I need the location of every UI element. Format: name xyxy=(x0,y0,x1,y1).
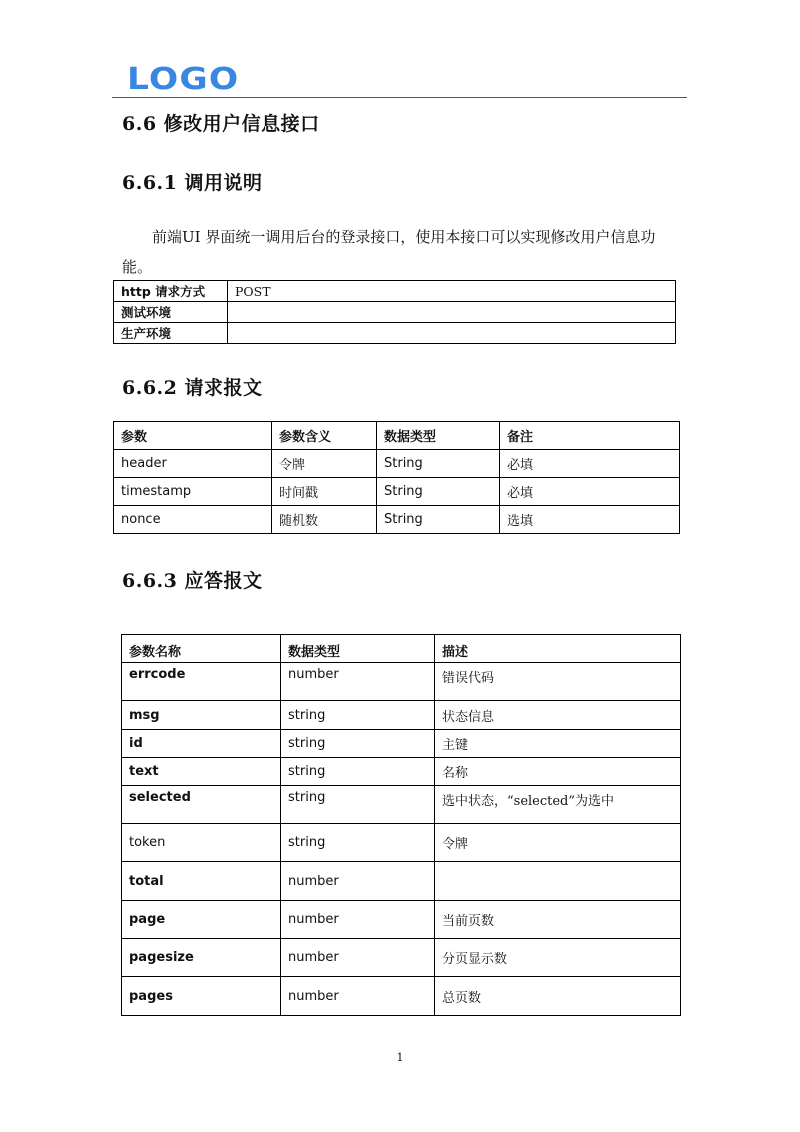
table-row xyxy=(114,281,676,302)
cell-type: String xyxy=(377,450,500,478)
cell-description xyxy=(435,862,681,901)
column-header: 数据类型 xyxy=(281,635,435,663)
cell-meaning: 随机数 xyxy=(272,506,377,534)
description-paragraph: 前端UI 界面统一调用后台的登录接口，使用本接口可以实现修改用户信息功能。 xyxy=(122,228,656,276)
table-header-row xyxy=(122,635,681,663)
table-row xyxy=(122,939,681,977)
table-row xyxy=(122,977,681,1016)
column-header: 描述 xyxy=(435,635,681,663)
table-row xyxy=(122,758,681,786)
table-row xyxy=(114,506,680,534)
column-header: 参数名称 xyxy=(122,635,281,663)
table-row xyxy=(114,450,680,478)
cell-param-name: text xyxy=(122,758,281,786)
cell-type: String xyxy=(377,506,500,534)
section-title-6-6-2: 6.6.2 请求报文 xyxy=(122,377,263,399)
section-title-6-6: 6.6 修改用户信息接口 xyxy=(122,113,320,135)
cell-note: 必填 xyxy=(500,478,680,506)
info-value xyxy=(228,302,676,323)
cell-description: 错误代码 xyxy=(435,663,681,701)
cell-param-name: page xyxy=(122,901,281,939)
info-value: POST xyxy=(228,281,676,302)
cell-param: nonce xyxy=(114,506,272,534)
cell-description: 名称 xyxy=(435,758,681,786)
cell-meaning: 令牌 xyxy=(272,450,377,478)
cell-description: 选中状态，“selected”为选中 xyxy=(435,786,681,824)
cell-param-name: pages xyxy=(122,977,281,1016)
table-row xyxy=(114,478,680,506)
table-row xyxy=(122,730,681,758)
column-header: 备注 xyxy=(500,422,680,450)
column-header: 参数 xyxy=(114,422,272,450)
info-table xyxy=(113,280,676,344)
cell-note: 选填 xyxy=(500,506,680,534)
cell-type: number xyxy=(281,862,435,901)
column-header: 参数含义 xyxy=(272,422,377,450)
cell-type: string xyxy=(281,824,435,862)
cell-param: timestamp xyxy=(114,478,272,506)
cell-type: string xyxy=(281,758,435,786)
cell-type: String xyxy=(377,478,500,506)
section-title-6-6-3: 6.6.3 应答报文 xyxy=(122,570,263,592)
header-rule xyxy=(112,97,687,98)
table-row xyxy=(114,302,676,323)
cell-description: 主键 xyxy=(435,730,681,758)
cell-meaning: 时间戳 xyxy=(272,478,377,506)
cell-description: 总页数 xyxy=(435,977,681,1016)
table-row xyxy=(122,824,681,862)
info-label: 测试环境 xyxy=(114,302,228,323)
logo: LOGO xyxy=(127,62,240,97)
table-row xyxy=(122,862,681,901)
cell-param-name: selected xyxy=(122,786,281,824)
cell-param-name: token xyxy=(122,824,281,862)
cell-type: string xyxy=(281,701,435,730)
cell-param-name: total xyxy=(122,862,281,901)
table-row xyxy=(122,663,681,701)
cell-type: string xyxy=(281,730,435,758)
cell-description: 当前页数 xyxy=(435,901,681,939)
cell-type: string xyxy=(281,786,435,824)
cell-type: number xyxy=(281,901,435,939)
response-table xyxy=(121,634,681,1016)
table-row xyxy=(114,323,676,344)
cell-param: header xyxy=(114,450,272,478)
cell-param-name: id xyxy=(122,730,281,758)
cell-description: 分页显示数 xyxy=(435,939,681,977)
info-label: 生产环境 xyxy=(114,323,228,344)
table-row xyxy=(122,901,681,939)
table-row xyxy=(122,701,681,730)
info-value xyxy=(228,323,676,344)
cell-param-name: msg xyxy=(122,701,281,730)
section-title-6-6-1: 6.6.1 调用说明 xyxy=(122,172,263,194)
cell-description: 状态信息 xyxy=(435,701,681,730)
request-table xyxy=(113,421,680,534)
info-label: http 请求方式 xyxy=(114,281,228,302)
cell-note: 必填 xyxy=(500,450,680,478)
cell-description: 令牌 xyxy=(435,824,681,862)
table-header-row xyxy=(114,422,680,450)
column-header: 数据类型 xyxy=(377,422,500,450)
page-number: 1 xyxy=(396,1051,404,1064)
cell-type: number xyxy=(281,663,435,701)
cell-type: number xyxy=(281,939,435,977)
cell-type: number xyxy=(281,977,435,1016)
table-row xyxy=(122,786,681,824)
cell-param-name: pagesize xyxy=(122,939,281,977)
cell-param-name: errcode xyxy=(122,663,281,701)
